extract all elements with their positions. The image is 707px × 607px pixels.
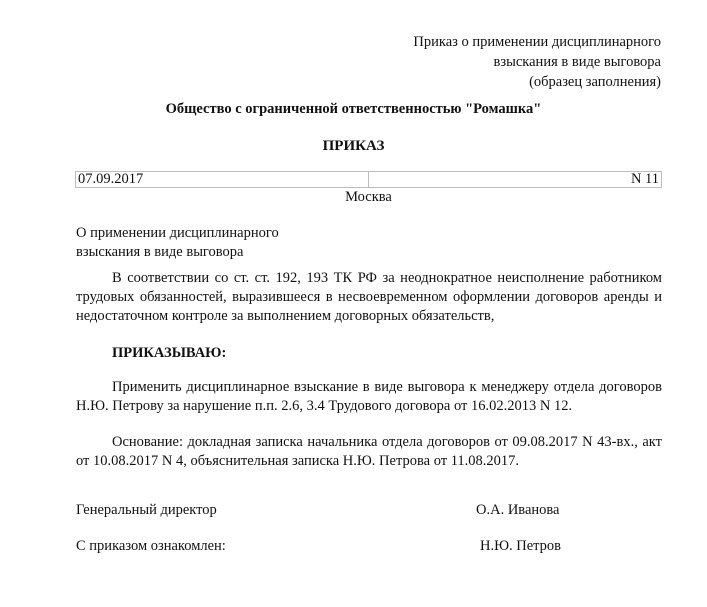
header-note [413,32,661,92]
order-paragraph: Применить дисциплинарное взыскание в виде выговора к менеджеру отдела договоров Н.Ю. Петрову за нарушение п.п. 2.6, 3.4 Трудового договора от 16.02.2013 N 12. [76,379,662,414]
preamble-paragraph: В соответствии со ст. ст. 192, 193 ТК РФ за неоднократное неисполнение работником трудовых обязанностей, выразившееся в несвоевременном оформлении договоров аренды и недостаточном контроле за выполнением договорных обязательств, [76,270,662,324]
order-heading: ПРИКАЗЫВАЮ: [112,345,227,361]
signature-role: С приказом ознакомлен: [76,538,226,554]
order-number: N 11 [368,172,661,187]
city: Москва [345,189,392,205]
organization-name: Общество с ограниченной ответственностью "Ромашка" [165,101,542,117]
signature-row-director [76,502,662,519]
subject-line: О применении дисциплинарного [76,225,279,241]
header-note-line: (образец заполнения) [529,74,661,90]
date-number-table [75,171,662,188]
order-subject [76,224,279,262]
order-date: 07.09.2017 [78,171,144,187]
signature-name: О.А. Иванова [476,502,560,518]
signature-name: Н.Ю. Петров [480,538,562,554]
signature-role: Генеральный директор [76,502,217,518]
subject-line: взыскания в виде выговора [76,244,244,260]
basis-paragraph: Основание: докладная записка начальника отдела договоров от 09.08.2017 N 43-вх., акт от 10.08.2017 N 4, объяснительная записка Н.Ю. Петрова от 11.08.2017. [76,434,662,469]
header-note-line: Приказ о применении дисциплинарного [413,34,661,50]
signature-row-acknowledged [76,538,662,555]
document-title: ПРИКАЗ [322,138,385,154]
header-note-line: взыскания в виде выговора [493,54,661,70]
